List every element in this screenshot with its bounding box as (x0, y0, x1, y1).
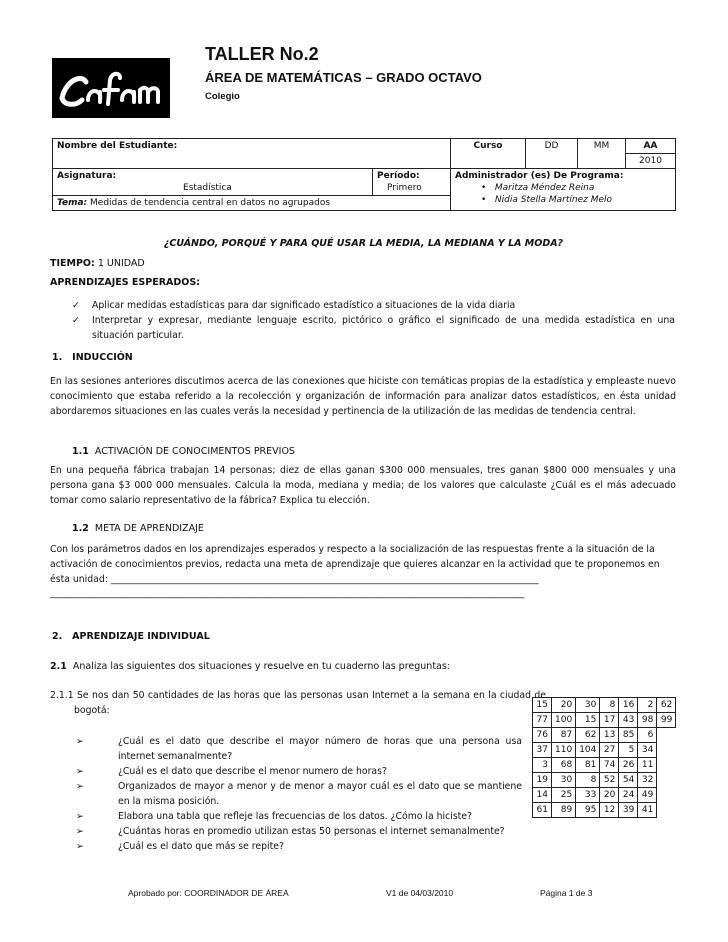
admin-item-2: • Nidia Stella Martínez Melo (481, 195, 613, 205)
section-2-1-line: 2.1 Analiza las siguientes dos situaciones y resuelve en tu cuaderno las preguntas: (50, 661, 451, 672)
answer-line[interactable]: ______________________________________________________________________________________________________ (50, 588, 525, 599)
month-field[interactable]: MM (578, 139, 626, 169)
time-line: TIEMPO: 1 UNIDAD (50, 258, 145, 269)
student-info-table (52, 138, 676, 211)
arrow-bullet-icon: ➢ (76, 811, 84, 822)
student-name-field[interactable]: Nombre del Estudiante: (53, 139, 451, 169)
footer-approved: Aprobado por: COORDINADOR DE ÁREA (128, 888, 289, 898)
section-1-2-text: Con los parámetros dados en los aprendizajes esperados y respecto a la socialización de las respuestas frente a la situación de la activación de conocimientos previos, redacta una meta de aprendizaje que quieres alcanzar en la actividad que te proponemos en ésta unidad: ____________________________________________________________________________________________ (50, 544, 660, 585)
table-row: 61 89 95 12 39 41 (533, 803, 676, 818)
question-item: ➢ ¿Cuál es el dato que describe el menor numero de horas? (76, 766, 387, 777)
section-1-2-heading: 1.2 META DE APRENDIZAJE (72, 523, 204, 534)
cafam-logo (52, 58, 170, 118)
outcomes-list (72, 298, 675, 343)
check-icon: ✓ (72, 315, 80, 326)
question-item: ➢ Elabora una tabla que refleje las frecuencias de los datos. ¿Cómo la hiciste? (76, 811, 472, 822)
check-icon: ✓ (72, 300, 80, 311)
footer-page-number: Página 1 de 3 (540, 888, 593, 898)
questions-list (76, 734, 522, 854)
cafam-logo-mark (52, 58, 170, 118)
outcomes-label: APRENDIZAJES ESPERADOS: (50, 277, 200, 288)
document-title: TALLER No.2 (205, 44, 319, 64)
course-field[interactable]: Curso (451, 139, 526, 169)
period-label: Período: (377, 171, 420, 181)
subject-cell (53, 169, 373, 196)
table-row: 3 68 81 74 26 11 (533, 758, 676, 773)
outcome-item: ✓ Interpretar y expresar, mediante lenguaje escrito, pictórico o gráfico el significado de una medida estadística en una situación particular. (72, 315, 675, 341)
question-item: ➢ ¿Cuántas horas en promedio utilizan estas 50 personas el internet semanalmente? (76, 826, 505, 837)
section-1-text: En las sesiones anteriores discutimos acerca de las conexiones que hiciste con temáticas propias de la estadística y empleaste nuevo conocimiento que estaba referido a la recolección y organización de información para analizar datos estadísticos, en ésta unidad abordaremos situaciones en las cuales verás la necesidad y pertinencia de la utilización de las medidas de tendencia central. (50, 376, 676, 417)
year-value: 2010 (626, 154, 676, 169)
table-row: 37 110 104 27 5 34 (533, 743, 676, 758)
section-1-heading: 1. INDUCCIÓN (52, 352, 133, 363)
document-school: Colegio (205, 91, 240, 102)
arrow-bullet-icon: ➢ (76, 736, 84, 747)
arrow-bullet-icon: ➢ (76, 826, 84, 837)
hours-table (532, 697, 676, 818)
arrow-bullet-icon: ➢ (76, 766, 84, 777)
arrow-bullet-icon: ➢ (76, 781, 84, 792)
subject-label: Asignatura: (57, 171, 117, 181)
section-2-heading: 2. APRENDIZAJE INDIVIDUAL (52, 631, 210, 642)
question-item: ➢ Organizados de mayor a menor y de menor a mayor cuál es el dato que se mantiene en la misma posición. (76, 781, 522, 807)
document-area: ÁREA DE MATEMÁTICAS – GRADO OCTAVO (205, 70, 482, 85)
admin-label: Administrador (es) De Programa: (455, 171, 624, 181)
section-question: ¿CUÁNDO, PORQUÉ Y PARA QUÉ USAR LA MEDIA, LA MEDIANA Y LA MODA? (163, 238, 564, 249)
period-value: Primero (387, 183, 422, 193)
question-item: ➢ ¿Cuál es el dato que más se repite? (76, 841, 284, 852)
period-cell (373, 169, 451, 196)
section-1-1-heading: 1.1 ACTIVACIÓN DE CONOCIMENTOS PREVIOS (72, 446, 295, 457)
table-row: 76 87 62 13 85 6 (533, 728, 676, 743)
table-row: 77 100 15 17 43 98 99 (533, 713, 676, 728)
outcome-item: ✓ Aplicar medidas estadísticas para dar significado estadístico a situaciones de la vida diaria (72, 300, 516, 311)
section-1-1-text: En una pequeña fábrica trabajan 14 personas; diez de ellas ganan $300 000 mensuales, tres ganan $800 000 mensuales y una persona gana $3 000 000 mensuales. Calcula la moda, mediana y media; de los valores que calculaste ¿Cuál es el más adecuado tomar como salario representativo de la fábrica? Explica tu elección. (50, 465, 676, 506)
table-row: 14 25 33 20 24 49 (533, 788, 676, 803)
topic-label: Tema: (57, 198, 88, 208)
subject-value: Estadística (183, 183, 232, 193)
arrow-bullet-icon: ➢ (76, 841, 84, 852)
section-2-1-1-text: 2.1.1 Se nos dan 50 cantidades de las horas que las personas usan Internet a la semana en la ciudad de bogotá: (50, 690, 546, 716)
admin-cell (451, 169, 676, 211)
table-row: 15 20 30 8 16 2 62 (533, 698, 676, 713)
admin-item-1: • Maritza Méndez Reina (481, 183, 595, 193)
footer-version: V1 de 04/03/2010 (386, 888, 454, 898)
topic-cell (53, 196, 451, 211)
table-row: 19 30 8 52 54 32 (533, 773, 676, 788)
year-label: AA (626, 139, 676, 154)
topic-value: Medidas de tendencia central en datos no agrupados (90, 198, 331, 208)
question-item: ➢ ¿Cuál es el dato que describe el mayor número de horas que una persona usa internet semanalmente? (76, 736, 522, 762)
day-field[interactable]: DD (526, 139, 578, 169)
